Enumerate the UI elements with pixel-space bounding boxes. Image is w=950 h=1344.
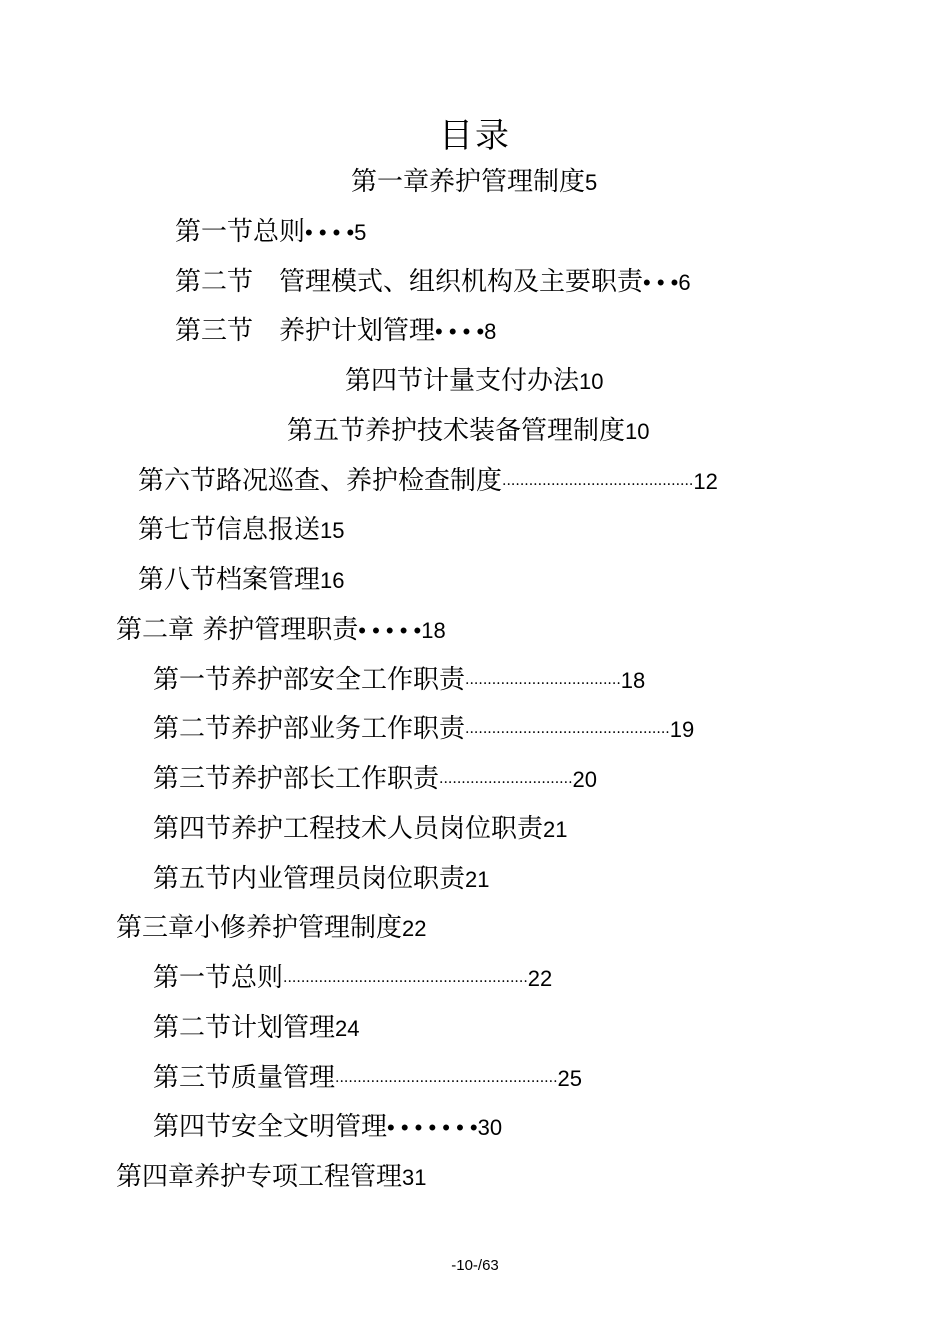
toc-entry-text: 第四节安全文明管理: [153, 1112, 388, 1142]
toc-entry-page: 8: [484, 319, 497, 344]
toc-entry[interactable]: [153, 960, 552, 997]
toc-entry[interactable]: [138, 512, 345, 549]
toc-entry-text: 第一章养护管理制度: [351, 167, 586, 197]
toc-entry[interactable]: [175, 214, 366, 251]
toc-entry-page: 25: [557, 1066, 583, 1091]
toc-entry[interactable]: [175, 264, 691, 301]
toc-entry-leader: ...................................: [465, 672, 621, 688]
toc-entry[interactable]: [153, 662, 645, 699]
toc-entry-text: 第四节计量支付办法: [345, 366, 580, 396]
toc-entry[interactable]: [345, 363, 604, 400]
toc-entry-text: 第三节养护部长工作职责: [153, 764, 440, 794]
toc-entry-text: 第五节内业管理员岗位职责: [153, 864, 466, 894]
toc-entry[interactable]: [153, 1109, 502, 1146]
toc-entry[interactable]: [175, 313, 496, 350]
toc-entry-page: 16: [320, 568, 345, 593]
toc-entry-leader: • • • • • • •: [387, 1115, 478, 1140]
toc-entry-leader: • • •: [643, 270, 679, 295]
toc-entry-text: 第一节总则: [175, 217, 306, 247]
toc-entry-page: 5: [354, 220, 367, 245]
toc-entry[interactable]: [153, 1060, 582, 1097]
toc-entry-page: 21: [543, 817, 568, 842]
toc-entry-leader: ..................................................: [335, 1070, 558, 1086]
toc-entry-page: 22: [527, 966, 553, 991]
toc-entry-page: 12: [693, 469, 718, 494]
toc-entry-page: 24: [335, 1016, 360, 1041]
toc-entry[interactable]: [153, 761, 597, 798]
toc-entry[interactable]: [116, 612, 446, 649]
toc-entry[interactable]: [138, 562, 345, 599]
toc-entry-leader: .......................................................: [283, 970, 528, 986]
toc-entry-text: 第四章养护专项工程管理: [116, 1162, 403, 1192]
toc-entry-text: 第一节总则: [153, 963, 284, 993]
toc-entry-text: 第三章小修养护管理制度: [116, 913, 403, 943]
toc-entry-text: 第五节养护技术装备管理制度: [287, 416, 626, 446]
page-title: 目录: [439, 116, 511, 156]
toc-entry[interactable]: [287, 413, 650, 450]
toc-entry[interactable]: [116, 910, 427, 947]
toc-entry-page: 6: [678, 270, 691, 295]
toc-entry-leader: • • • •: [305, 220, 355, 245]
toc-entry[interactable]: [153, 861, 490, 898]
toc-entry-page: 19: [669, 717, 695, 742]
toc-entry-text: 第二节 管理模式、组织机构及主要职责: [175, 267, 644, 297]
toc-entry-page: 5: [585, 170, 598, 195]
toc-entry-text: 第八节档案管理: [138, 565, 321, 595]
toc-entry-leader: • • • • •: [358, 618, 422, 643]
toc-entry[interactable]: [153, 1010, 360, 1047]
toc-entry-page: 30: [477, 1115, 503, 1140]
toc-entry[interactable]: [116, 1159, 427, 1196]
toc-entry-leader: ..............................................: [465, 721, 670, 737]
toc-entry-text: 第三节 养护计划管理: [175, 316, 436, 346]
toc-entry-text: 第四节养护工程技术人员岗位职责: [153, 814, 544, 844]
toc-entry-text: 第七节信息报送: [138, 515, 321, 545]
page-number-footer: -10-/63: [451, 1257, 499, 1274]
toc-entry-leader: ...........................................: [502, 473, 694, 489]
toc-entry-text: 第一节养护部安全工作职责: [153, 665, 466, 695]
toc-entry-page: 31: [402, 1165, 427, 1190]
toc-entry-text: 第六节路况巡查、养护检查制度: [138, 466, 503, 496]
toc-entry-text: 第二节计划管理: [153, 1013, 336, 1043]
toc-entry-page: 21: [465, 867, 490, 892]
toc-entry-text: 第三节质量管理: [153, 1063, 336, 1093]
toc-entry[interactable]: [351, 164, 597, 201]
toc-entry-page: 10: [625, 419, 650, 444]
toc-entry-page: 22: [402, 916, 427, 941]
toc-entry-leader: ..............................: [439, 771, 573, 787]
toc-entry[interactable]: [138, 463, 718, 500]
toc-entry-page: 18: [620, 668, 646, 693]
toc-entry[interactable]: [153, 811, 568, 848]
toc-entry-page: 20: [572, 767, 598, 792]
toc-entry[interactable]: [153, 711, 694, 748]
toc-entry-leader: • • • •: [435, 319, 485, 344]
toc-entry-text: 第二章 养护管理职责: [116, 615, 359, 645]
toc-entry-text: 第二节养护部业务工作职责: [153, 714, 466, 744]
toc-entry-page: 10: [579, 369, 604, 394]
toc-entry-page: 15: [320, 518, 345, 543]
toc-entry-page: 18: [421, 618, 446, 643]
